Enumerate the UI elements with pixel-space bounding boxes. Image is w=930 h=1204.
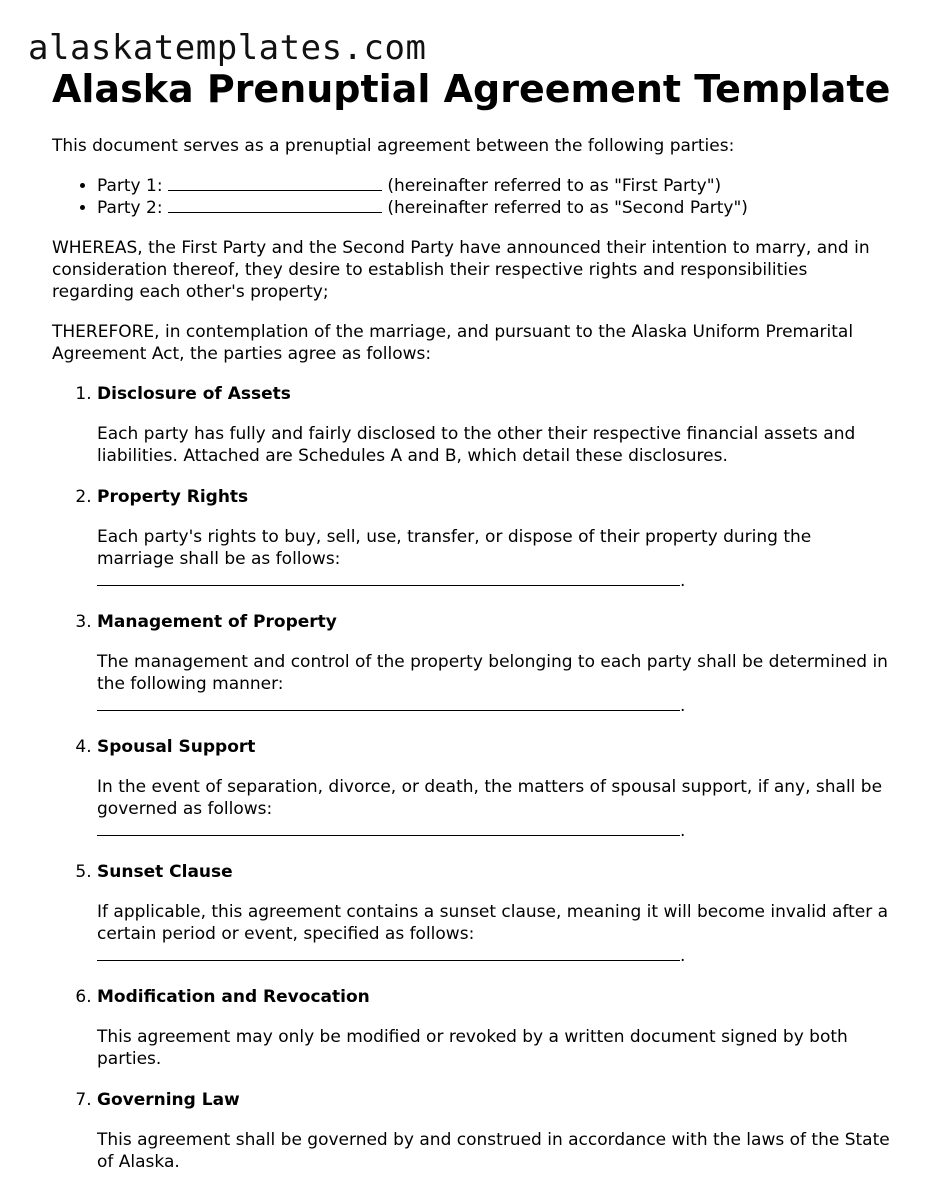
- intro-paragraph: This document serves as a prenuptial agreement between the following parties:: [52, 136, 735, 156]
- whereas-paragraph: WHEREAS, the First Party and the Second Party have announced their intention to marry, and in consideration thereof, they desire to establish their respective rights and responsibilities regarding each other's property;: [52, 238, 870, 302]
- section-title: 4. Spousal Support: [97, 737, 256, 757]
- section-fill-blank[interactable]: [97, 571, 680, 586]
- section-title: 6. Modification and Revocation: [97, 987, 370, 1007]
- section-body: Each party has fully and fairly disclosed to the other their respective financial assets and liabilities. Attached are Schedules A and B, which detail these disclosures.: [97, 424, 856, 466]
- party-suffix: (hereinafter referred to as "Second Party"): [387, 198, 748, 218]
- section-item: [97, 736, 892, 842]
- section-item: [97, 486, 892, 592]
- section-item: [97, 611, 892, 717]
- blank-period: .: [680, 821, 686, 841]
- blank-period: .: [680, 946, 686, 966]
- section-blank: [97, 945, 892, 967]
- party-item: [97, 197, 892, 219]
- sections-list: [52, 383, 892, 1173]
- section-item: [97, 383, 892, 467]
- section-body: If applicable, this agreement contains a sunset clause, meaning it will become invalid after a certain period or event, specified as follows:: [97, 902, 889, 944]
- page-title: Alaska Prenuptial Agreement Template: [52, 67, 891, 111]
- site-watermark: alaskatemplates.com: [28, 28, 427, 68]
- section-fill-blank[interactable]: [97, 946, 680, 961]
- section-body: This agreement may only be modified or revoked by a written document signed by both parties.: [97, 1027, 848, 1069]
- section-body: The management and control of the property belonging to each party shall be determined in the following manner:: [97, 652, 888, 694]
- section-item: [97, 1089, 892, 1173]
- parties-list: [52, 175, 892, 219]
- section-title: 5. Sunset Clause: [97, 862, 233, 882]
- section-blank: [97, 695, 892, 717]
- party-name-blank[interactable]: [168, 198, 382, 213]
- party-suffix: (hereinafter referred to as "First Party"): [387, 176, 722, 196]
- blank-period: .: [680, 696, 686, 716]
- section-item: [97, 861, 892, 967]
- therefore-paragraph: THEREFORE, in contemplation of the marriage, and pursuant to the Alaska Uniform Premarital Agreement Act, the parties agree as follows:: [52, 322, 854, 364]
- section-body: In the event of separation, divorce, or death, the matters of spousal support, if any, shall be governed as follows:: [97, 777, 883, 819]
- section-body: Each party's rights to buy, sell, use, transfer, or dispose of their property during the marriage shall be as follows:: [97, 527, 812, 569]
- party-label: Party 2:: [97, 198, 163, 218]
- section-body: This agreement shall be governed by and construed in accordance with the laws of the State of Alaska.: [97, 1130, 890, 1172]
- blank-period: .: [680, 571, 686, 591]
- document: [52, 66, 892, 1192]
- section-title: 1. Disclosure of Assets: [97, 384, 291, 404]
- section-title: 7. Governing Law: [97, 1090, 240, 1110]
- section-blank: [97, 570, 892, 592]
- section-item: [97, 986, 892, 1070]
- party-label: Party 1:: [97, 176, 163, 196]
- section-title: 2. Property Rights: [97, 487, 249, 507]
- section-fill-blank[interactable]: [97, 821, 680, 836]
- section-blank: [97, 820, 892, 842]
- party-name-blank[interactable]: [168, 176, 382, 191]
- party-item: [97, 175, 892, 197]
- section-title: 3. Management of Property: [97, 612, 337, 632]
- section-fill-blank[interactable]: [97, 696, 680, 711]
